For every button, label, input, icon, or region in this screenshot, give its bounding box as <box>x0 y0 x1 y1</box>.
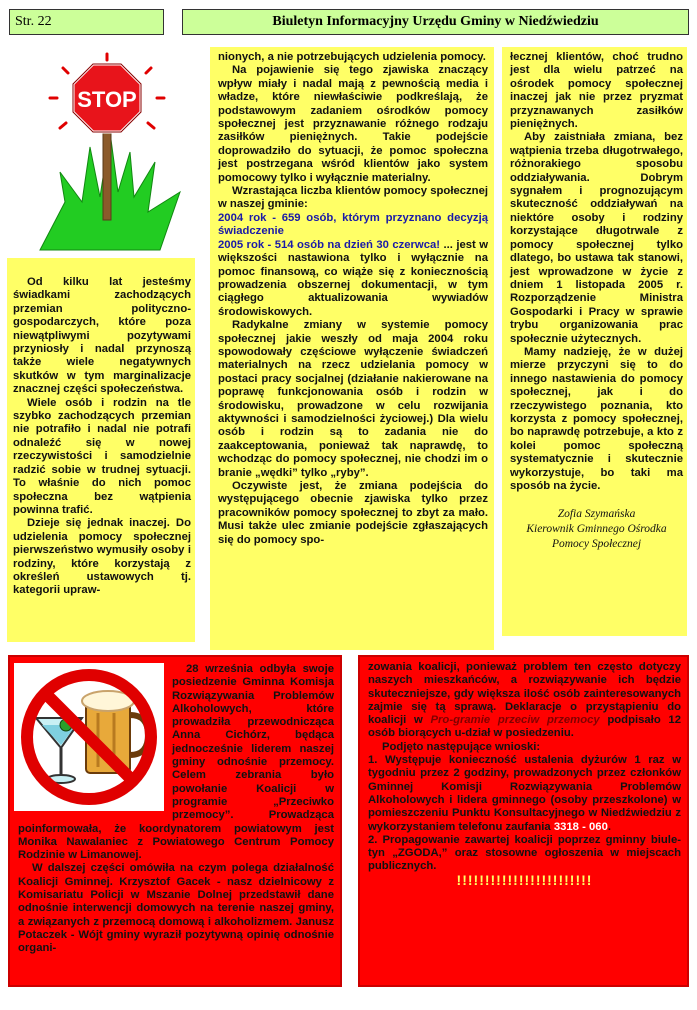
col1-paragraph-3: Dzieje się jednak inaczej. Do udzielenia pomocy społecznej pierwszeństwo wymusiły osoby i rodziny, które korzystają z określeń ustawowych tj. kategorii upraw- <box>13 517 191 597</box>
red-right-paragraph-1a: zowania koalicji, ponieważ problem ten często dotyczy naszych mieszkańców, a rozwiązywanie ich będzie skuteczniejsze, gdy większa ilość osób zainteresowanych zajmie się tą sprawą. Deklaracje o przystąpieniu do koalicji w <box>368 661 681 727</box>
signature <box>510 507 683 552</box>
article-column-2 <box>210 47 494 650</box>
stop-label: STOP <box>77 87 137 112</box>
coalition-article-part-1 <box>8 655 342 987</box>
no-alcohol-icon <box>14 663 164 811</box>
col1-paragraph-2: Wiele osób i rodzin na tle szybko zachodzących przemian nie potrafiło i nadal nie potrafi odnaleźć się w nowej rzeczywistości i samodzielnie radzić sobie w trudnej sytuacji. To właśnie do nich pomoc społeczna bez wątpienia powinna trafić. <box>13 396 191 516</box>
col3-paragraph-2: Aby zaistniała zmiana, bez wątpienia trzeba długotrwałego, różnorakiego sposobu oddziaływania. Dobrym sygnałem i prognozującym skuteczność oddziaływań na niektóre osoby i rodziny korzystające długotrwale z pomocy społecznej tylko dlatego, bo ustawa tak stanowi, jest wprowadzone w życie z dniem 1 listopada 2005 r. Rozporządzenie Ministra Gospodarki i Pracy w sprawie trybu organizowania prac społecznie użytecznych. <box>510 131 683 345</box>
article-column-3 <box>502 47 687 636</box>
red-right-paragraph-1b: podpisało 12 osób biorących u-dział w posiedzeniu. <box>368 714 681 740</box>
signature-name: Zofia Szymańska <box>557 508 636 521</box>
col2-paragraph-3: Wzrastająca liczba klientów pomocy społecznej w naszej gminie: <box>218 185 488 211</box>
red-right-paragraph-3a: 1. Występuje konieczność ustalenia dyżurów 1 raz w tygodniu przez 2 godziny, prowadzonych przez członków Gminnej Komisji Rozwiązywania Problemów Alkoholowych i lidera gminnego (osoby przeszkolone) w pomieszczeniu Punktu Konsultacyjnego w Niedźwiedziu z wykorzystaniem telefonu zaufania <box>368 754 681 833</box>
coalition-article-part-2 <box>358 655 689 987</box>
page-number: Str. 22 <box>9 9 164 35</box>
col1-paragraph-1: Od kilku lat jesteśmy świadkami zachodzących przemian polityczno-gospodarczych, które poza niewątpliwymi pozytywami przyniosły i nadal przynoszą także wiele negatywnych skutków w tym marginalizacje znacznej części społeczeństwa. <box>13 276 191 396</box>
red-right-paragraph-4: 2. Propagowanie zawartej koalicji poprzez gminny biule-tyn „ZGODA,” oraz stosowne ogłoszenia w miejscach publicznych. <box>368 833 681 873</box>
signature-role-1: Kierownik Gminnego Ośrodka <box>526 523 667 536</box>
red-right-paragraph-3b: . <box>607 820 611 833</box>
program-name: Pro-gramie przeciw przemocy <box>430 714 600 727</box>
exclamation-line: !!!!!!!!!!!!!!!!!!!!!!!! <box>456 871 593 888</box>
col2-paragraph-1: nionych, a nie potrzebujących udzielenia pomocy. <box>218 51 486 63</box>
red-right-paragraph-2: Podjęto następujące wnioski: <box>382 740 541 753</box>
col3-paragraph-3: Mamy nadzieję, że w dużej mierze przyczyni się to do innego nastawienia do pomocy społecznej, jak i do rzeczywistego poznania, kto korzysta z pomocy społecznej, bo naprawdę potrzebuje, a kto z kolei pomoc społeczną systematycznie i skutecznie wykorzystuje, bo taki ma sposób na życie. <box>510 345 683 492</box>
phone-number: 3318 - 060 <box>553 820 608 833</box>
article-column-1 <box>7 258 195 642</box>
stop-sign-icon <box>30 52 190 257</box>
red-left-paragraph-1: 28 września odbyła swoje posiedzenie Gminna Komisja Rozwiązywania Problemów Alkoholowych, które prowadziła przewodnicząca Anna Cichórz, będąca jednocześnie liderem naszej gminy odnośnie przemocy. Celem zebrania było powołanie Koalicji w programie „Przeciwko przemocy”. Prowadząca poinformowała, że koordynatorem powiatowym jest Monika Nawalaniec z Powiatowego Centrum Pomocy Rodzinie w Limanowej. <box>18 663 334 862</box>
stat-2005: 2005 rok - 514 osób na dzień 30 czerwca! <box>218 238 441 251</box>
col2-paragraph-3b: ... jest w większości nastawiona tylko i wyłącznie na pomoc finansową, co wiąże się z koniecznością prowadzenia obszernej dokumentacji, w tym ciągłego aktualizowania wywiadów środowiskowych. <box>218 238 489 318</box>
col3-paragraph-1: łecznej klientów, choć trudno jest dla wielu patrzeć na ośrodek pomocy społecznej inaczej jak nie przez pryzmat przyznawanych zasiłków pieniężnych. <box>510 51 683 131</box>
col2-paragraph-5: Oczywiste jest, że zmiana podejścia do występującego obecnie zjawiska tylko przez pracowników pomocy społecznej to zbyt za mało. Musi także ulec zmianie podejście zgłaszających się do pomocy spo- <box>218 480 488 546</box>
col2-paragraph-4: Radykalne zmiany w systemie pomocy społecznej jakie weszły od maja 2004 roku spowodowały częściowe wyłączenie świadczeń materialnych na rzecz udzielania pomocy w postaci pracy socjalnej (działanie nakierowane na poprawę funkcjonowania osób i rodzin w środowisku, prowadzone w celu rozwijania aktywności i samodzielności życiowej.) Dla wielu osób i rodzin są to zadania nie do zaakceptowania, ponieważ tak naprawdę, to wchodząc do pomocy społecznej, nie chodzi im o branie „wędki” tylko „ryby”. <box>218 319 488 479</box>
stat-2004: 2004 rok - 659 osób, którym przyznano decyzją świadczenie <box>218 211 488 238</box>
bulletin-title: Biuletyn Informacyjny Urzędu Gminy w Niedźwiedziu <box>182 9 689 35</box>
col2-paragraph-2: Na pojawienie się tego zjawiska znaczący wpływ miały i nadal mają z pewnością media i władze, które niewłaściwie podkreślają, że podstawowym zadaniem ośrodków pomocy społecznej jest przyznawanie różnego rodzaju zasiłków pieniężnych. Takie podejście doprowadziło do sytuacji, że pomoc społeczna jest postrzegana wśród klientów jako system pomocowy tylko i wyłącznie materialny. <box>218 64 488 184</box>
red-left-paragraph-2: W dalszej części omówiła na czym polega działalność Koalicji Gminnej. Krzysztof Gacek - nasz dzielnicowy z Komisariatu Policji w Mszanie Dolnej przedstawił dane odnośnie interwencji domowych na terenie naszej gminy, a związanych z przemocą domową i alkoholizmem. Janusz Potaczek - Wójt gminy wyraził pozytywną opinię odnośnie organi- <box>18 862 334 955</box>
signature-role-2: Pomocy Społecznej <box>551 538 642 551</box>
